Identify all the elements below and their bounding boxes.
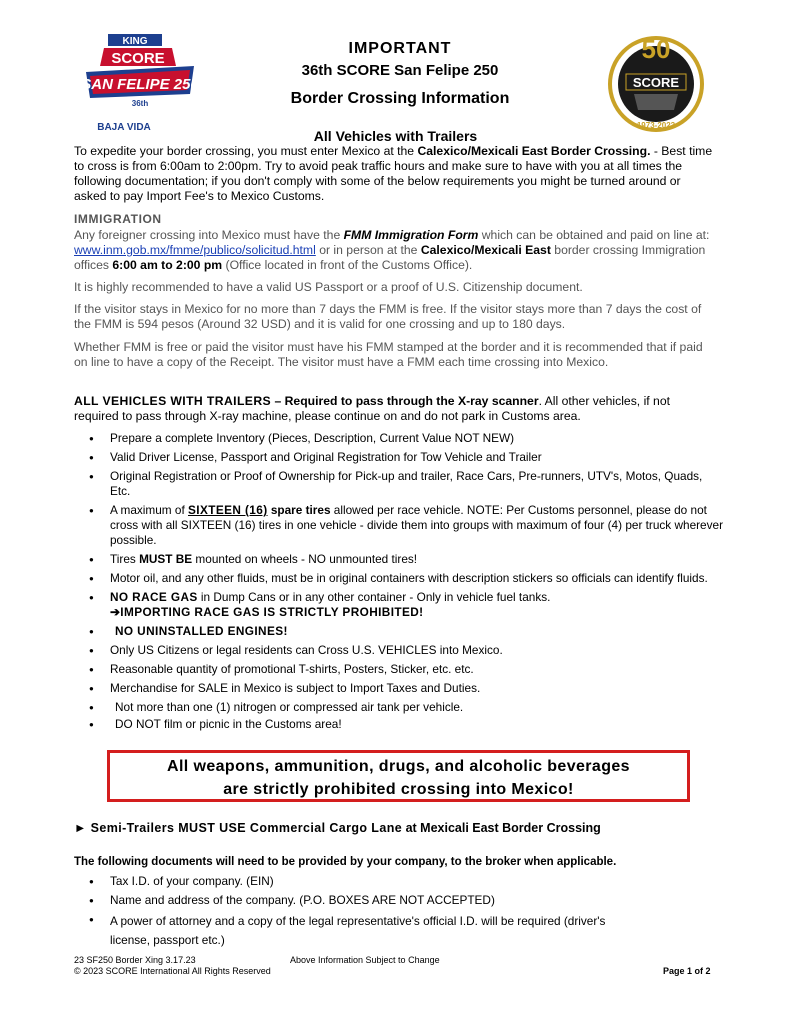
bullet-text: in Dump Cans or in any other container - Only in vehicle fuel tanks. bbox=[197, 590, 551, 604]
no-engines-bold: NO UNINSTALLED ENGINES! bbox=[115, 624, 288, 638]
trailers-text: . All other vehicles, if not required to pass through X-ray machine, please continue on and do not park in Customs area. bbox=[74, 394, 670, 423]
warning-line-2: are strictly prohibited crossing into Mexico! bbox=[223, 781, 574, 798]
list-item bbox=[74, 469, 724, 499]
imm-text-a: Any foreigner crossing into Mexico must have the bbox=[74, 228, 344, 242]
documents-list bbox=[74, 874, 634, 954]
list-item bbox=[74, 662, 724, 677]
race-gas-prohibited: ➔IMPORTING RACE GAS IS STRICTLY PROHIBITED! bbox=[110, 605, 424, 619]
intro-text-1: To expedite your border crossing, you must enter Mexico at the bbox=[74, 144, 418, 158]
logo-score-text: SCORE bbox=[111, 50, 165, 67]
san-felipe-250-logo bbox=[84, 32, 196, 137]
semi-trailers-heading bbox=[74, 820, 694, 837]
list-item bbox=[74, 893, 634, 908]
bullet-text: Motor oil, and any other fluids, must be in original containers with description stickers so officials can identify fluids. bbox=[110, 571, 708, 585]
list-item bbox=[74, 700, 724, 715]
logo-baja-vida-text: BAJA VIDA bbox=[97, 122, 151, 133]
intro-text-2: - Best time to cross is from 6:00am to 2:00pm. Try to avoid peak traffic hours and make sure to have with you at all times the following documentation; if you don't comply with some of the below requirements you might be turned around or asked to pay Import Fee's to Mexico Customs. bbox=[74, 144, 713, 203]
footer-copyright: © 2023 SCORE International All Rights Reserved bbox=[74, 966, 271, 976]
fmm-form-name: FMM Immigration Form bbox=[343, 228, 479, 242]
list-item bbox=[74, 571, 724, 586]
logo-50-text: 50 bbox=[641, 34, 671, 64]
bullet-text: Original Registration or Proof of Ownership for Pick-up and trailer, Race Cars, Pre-runners, UTV's, Motos, Quads, Etc. bbox=[110, 469, 703, 498]
list-item bbox=[74, 624, 724, 639]
imm-hours-bold: 6:00 am to 2:00 pm bbox=[112, 258, 223, 272]
fmm-online-link[interactable]: www.inm.gob.mx/fmme/publico/solicitud.html bbox=[74, 243, 316, 257]
bullet-text: Not more than one (1) nitrogen or compressed air tank per vehicle. bbox=[115, 700, 464, 714]
bullet-text: Valid Driver License, Passport and Original Registration for Tow Vehicle and Trailer bbox=[110, 450, 542, 464]
immigration-heading: IMMIGRATION bbox=[74, 212, 162, 226]
intro-crossing-bold: Calexico/Mexicali East Border Crossing. bbox=[417, 144, 651, 158]
no-race-gas-bold: NO RACE GAS bbox=[110, 590, 198, 604]
intro-paragraph bbox=[74, 144, 714, 204]
list-item bbox=[74, 717, 724, 732]
score-50-anniversary-logo bbox=[604, 28, 708, 136]
bullet-text: Tires bbox=[110, 552, 140, 566]
immigration-paragraph-2: It is highly recommended to have a valid US Passport or a proof of U.S. Citizenship document. bbox=[74, 280, 583, 294]
requirements-list bbox=[74, 431, 724, 736]
list-item bbox=[74, 681, 724, 696]
list-item bbox=[74, 431, 724, 446]
imm-text-f: border crossing Immigration offices bbox=[74, 243, 706, 272]
footer-notice: Above Information Subject to Change bbox=[290, 955, 440, 965]
list-item bbox=[74, 590, 724, 620]
bullet-text: DO NOT film or picnic in the Customs area! bbox=[115, 717, 342, 731]
bullet-text: Merchandise for SALE in Mexico is subject to Import Taxes and Duties. bbox=[110, 681, 481, 695]
imm-crossing-bold: Calexico/Mexicali East bbox=[420, 243, 551, 257]
list-item bbox=[74, 552, 724, 567]
bullet-text: mounted on wheels - NO unmounted tires! bbox=[192, 552, 418, 566]
semi-trailers-bold: ► Semi-Trailers MUST USE Commercial Cargo Lane bbox=[74, 821, 403, 835]
title-event: 36th SCORE San Felipe 250 bbox=[301, 62, 499, 79]
imm-text-c: which can be obtained and paid on line at: bbox=[478, 228, 710, 242]
list-item bbox=[74, 450, 724, 465]
documents-intro: The following documents will need to be provided by your company, to the broker when applicable. bbox=[74, 856, 617, 868]
logo-san-felipe-text: SAN FELIPE 250 bbox=[84, 76, 196, 93]
footer-page-number: Page 1 of 2 bbox=[663, 966, 711, 976]
bullet-text: Tax I.D. of your company. (EIN) bbox=[110, 874, 274, 888]
imm-text-h: (Office located in front of the Customs Office). bbox=[222, 258, 473, 272]
must-be-bold: MUST BE bbox=[139, 552, 193, 566]
bullet-text: Only US Citizens or legal residents can Cross U.S. VEHICLES into Mexico. bbox=[110, 643, 503, 657]
immigration-paragraph-1 bbox=[74, 228, 714, 273]
logo-score-label: SCORE bbox=[632, 75, 680, 90]
immigration-paragraph-3: If the visitor stays in Mexico for no more than 7 days the FMM is free. If the visitor stays more than 7 days the cost of the FMM is 594 pesos (Around 32 USD) and it is valid for one crossing and up to 180 days. bbox=[74, 302, 702, 331]
title-important: IMPORTANT bbox=[348, 40, 452, 57]
logo-years-text: 1973-2023 bbox=[636, 121, 676, 130]
warning-line-1: All weapons, ammunition, drugs, and alcoholic beverages bbox=[167, 758, 630, 775]
trailers-lead: ALL VEHICLES WITH TRAILERS bbox=[74, 394, 272, 408]
immigration-paragraph-4: Whether FMM is free or paid the visitor must have his FMM stamped at the border and it is recommended that if paid on line to have a copy of the Receipt. The visitor must have a FMM each time crossing into Mexico. bbox=[74, 340, 703, 369]
semi-trailers-crossing: at Mexicali East Border Crossing bbox=[402, 821, 601, 835]
section-title: All Vehicles with Trailers bbox=[313, 128, 478, 144]
trailers-paragraph bbox=[74, 394, 714, 424]
list-item bbox=[74, 503, 724, 548]
logo-36th-text: 36th bbox=[131, 99, 149, 108]
list-item bbox=[74, 874, 634, 889]
title-subject: Border Crossing Information bbox=[290, 90, 510, 107]
logo-king-text: KING bbox=[122, 36, 148, 47]
list-item bbox=[74, 643, 724, 658]
prohibited-items-warning bbox=[107, 750, 690, 802]
bullet-text: Reasonable quantity of promotional T-shirts, Posters, Sticker, etc. etc. bbox=[110, 662, 474, 676]
bullet-text: Name and address of the company. (P.O. BOXES ARE NOT ACCEPTED) bbox=[110, 893, 495, 907]
trailers-xray-bold: – Required to pass through the X-ray scanner bbox=[271, 394, 539, 408]
sixteen-bold: SIXTEEN (16) bbox=[188, 503, 268, 517]
bullet-text: A maximum of bbox=[110, 503, 189, 517]
footer-doc-id: 23 SF250 Border Xing 3.17.23 bbox=[74, 955, 196, 965]
bullet-text: A power of attorney and a copy of the legal representative's official I.D. will be required (driver's license, passport etc.) bbox=[110, 914, 606, 947]
list-item bbox=[74, 912, 634, 950]
bullet-text: Prepare a complete Inventory (Pieces, Description, Current Value NOT NEW) bbox=[110, 431, 515, 445]
spare-tires-bold: spare tires bbox=[267, 503, 331, 517]
bullet-text: allowed per race vehicle. NOTE: Per Customs personnel, please do not cross with all SIXTEEN (16) tires in one vehicle - divide them into groups with maximum of four (4) per truck wherever possible. bbox=[110, 503, 724, 547]
imm-text-d: or in person at the bbox=[315, 243, 421, 257]
